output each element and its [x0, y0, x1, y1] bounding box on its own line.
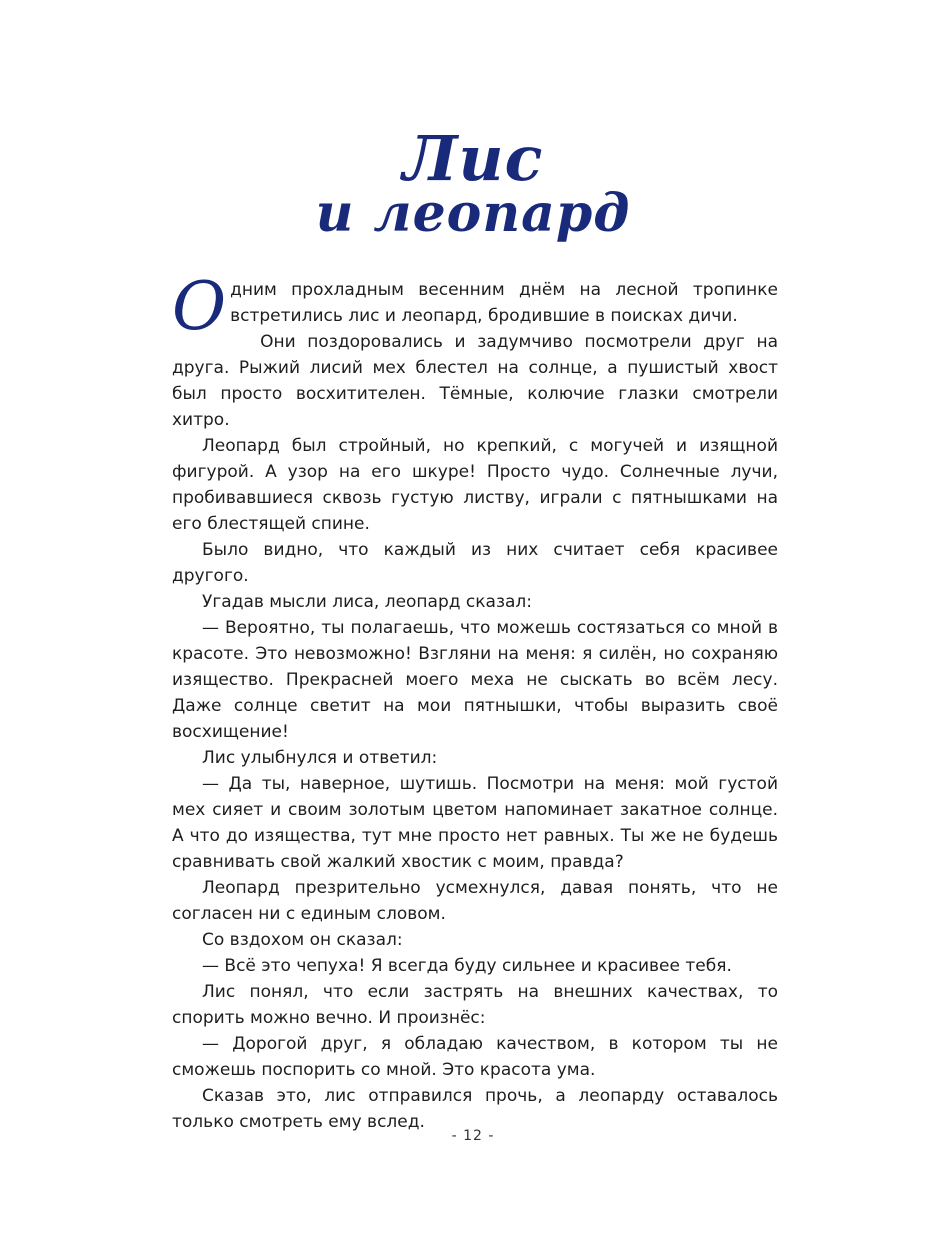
story-paragraph: Леопард был стройный, но крепкий, с могучей и изящной фигурой. А узор на его шкуре! Просто чудо. Солнечные лучи, пробивавшиеся сквозь густую листву, играли с пятнышками на его блестящей спине. [172, 436, 778, 534]
story-paragraph: Угадав мысли лиса, леопард сказал: [202, 592, 532, 612]
story-paragraph: Они поздоровались и задумчиво посмотрели друг на друга. Рыжий лисий мех блестел на солнце, а пушистый хвост был просто восхитителен. Тёмные, колючие глазки смотрели хитро. [172, 332, 778, 430]
drop-cap: О [172, 268, 227, 345]
story-paragraph: Лис улыбнулся и ответил: [202, 748, 438, 768]
page-number: - 12 - [451, 1128, 495, 1144]
story-paragraph: — Всё это чепуха! Я всегда буду сильнее и красивее тебя. [202, 956, 732, 976]
story-paragraph: — Да ты, наверное, шутишь. Посмотри на меня: мой густой мех сияет и своим золотым цветом напоминает закатное солнце. А что до изящества, тут мне просто нет равных. Ты же не будешь сравнивать свой жалкий хвостик с моим, правда? [172, 774, 778, 872]
story-paragraph-text: дним прохладным весенним днём на лесной тропинке встретились лис и леопард, бродившие в поисках дичи. [230, 280, 778, 326]
story-title-line-1: Лис [402, 122, 544, 195]
story-paragraph: Со вздохом он сказал: [202, 930, 403, 950]
story-paragraph: Было видно, что каждый из них считает себя красивее другого. [172, 540, 778, 586]
story-paragraph: — Вероятно, ты полагаешь, что можешь состязаться со мной в красоте. Это невозможно! Взгляни на меня: я силён, но сохраняю изящество. Прекрасней моего меха не сыскать во всём лесу. Даже солнце светит на мои пятнышки, чтобы выразить своё восхищение! [172, 618, 778, 742]
story-paragraph: — Дорогой друг, я обладаю качеством, в котором ты не сможешь поспорить со мной. Это красота ума. [172, 1034, 778, 1080]
story-body [172, 268, 778, 1135]
story-paragraph: Лис понял, что если застрять на внешних качествах, то спорить можно вечно. И произнёс: [172, 982, 778, 1028]
story-title-line-2: и леопард [315, 183, 631, 244]
story-paragraph [172, 268, 778, 345]
story-paragraph: Леопард презрительно усмехнулся, давая понять, что не согласен ни с единым словом. [172, 878, 778, 924]
story-paragraph: Сказав это, лис отправился прочь, а леопарду оставалось только смотреть ему вслед. [172, 1086, 778, 1132]
